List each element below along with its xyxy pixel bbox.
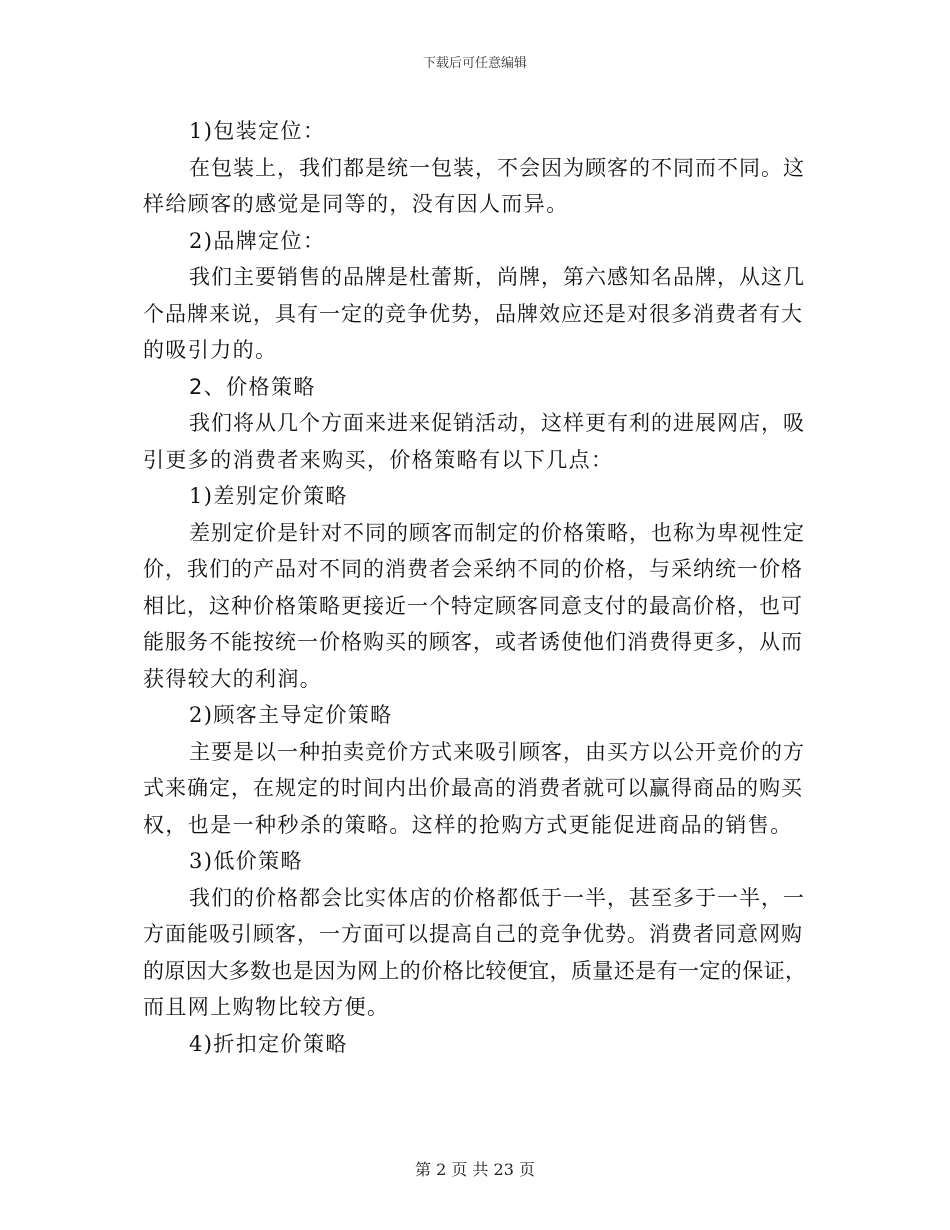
subheading-low-price-strategy: 3)低价策略 [189,849,303,873]
subheading-brand-positioning: 2)品牌定位： [189,228,326,253]
paragraph-line: 的吸引力的。 [143,338,278,362]
paragraph-line: 样给顾客的感觉是同等的，没有因人而异。 [143,192,569,216]
paragraph-line: 的原因大多数也是因为网上的价格比较便宜，质量还是有一定的保证， [143,958,807,983]
section-heading-price-strategy: 2、价格策略 [189,374,316,399]
paragraph-line: 能服务不能按统一价格购买的顾客，或者诱使他们消费得更多，从而 [143,630,803,654]
paragraph-line: 而且网上购物比较方便。 [143,995,390,1019]
document-body [143,113,808,1062]
paragraph-line: 方面能吸引顾客，一方面可以提高自己的竞争优势。消费者同意网购 [143,922,803,946]
paragraph-line: 我们将从几个方面来进来促销活动，这样更有利的进展网店，吸 [189,411,805,435]
paragraph-line: 获得较大的利润。 [143,666,323,691]
page-footer: 第 2 页 共 23 页 [415,1160,535,1179]
paragraph-line: 权，也是一种秒杀的策略。这样的抢购方式更能促进商品的销售。 [143,812,793,837]
paragraph-line: 引更多的消费者来购买，价格策略有以下几点： [143,447,614,472]
subheading-discount-pricing: 4)折扣定价策略 [189,1031,348,1056]
subheading-customer-led-pricing: 2)顾客主导定价策略 [189,703,393,727]
paragraph-line: 我们的价格都会比实体店的价格都低于一半，甚至多于一半，一 [189,885,805,910]
paragraph-line: 相比，这种价格策略更接近一个特定顾客同意支付的最高价格，也可 [143,593,803,618]
subheading-packaging-positioning: 1)包装定位： [189,119,326,143]
subheading-differential-pricing: 1)差别定价策略 [189,484,348,508]
page-header: 下载后可任意编辑 [422,56,527,71]
paragraph-line: 个品牌来说，具有一定的竞争优势，品牌效应还是对很多消费者有大 [143,301,803,326]
paragraph-line: 主要是以一种拍卖竞价方式来吸引顾客，由买方以公开竞价的方 [189,739,805,764]
paragraph-line: 价，我们的产品对不同的消费者会采纳不同的价格，与采纳统一价格 [143,557,803,581]
paragraph-line: 在包装上，我们都是统一包装，不会因为顾客的不同而不同。这 [189,155,805,180]
paragraph-line: 差别定价是针对不同的顾客而制定的价格策略，也称为卑视性定 [189,520,805,545]
paragraph-line: 我们主要销售的品牌是杜蕾斯，尚牌，第六感知名品牌，从这几 [189,265,805,289]
paragraph-line: 式来确定，在规定的时间内出价最高的消费者就可以赢得商品的购买 [143,776,803,800]
